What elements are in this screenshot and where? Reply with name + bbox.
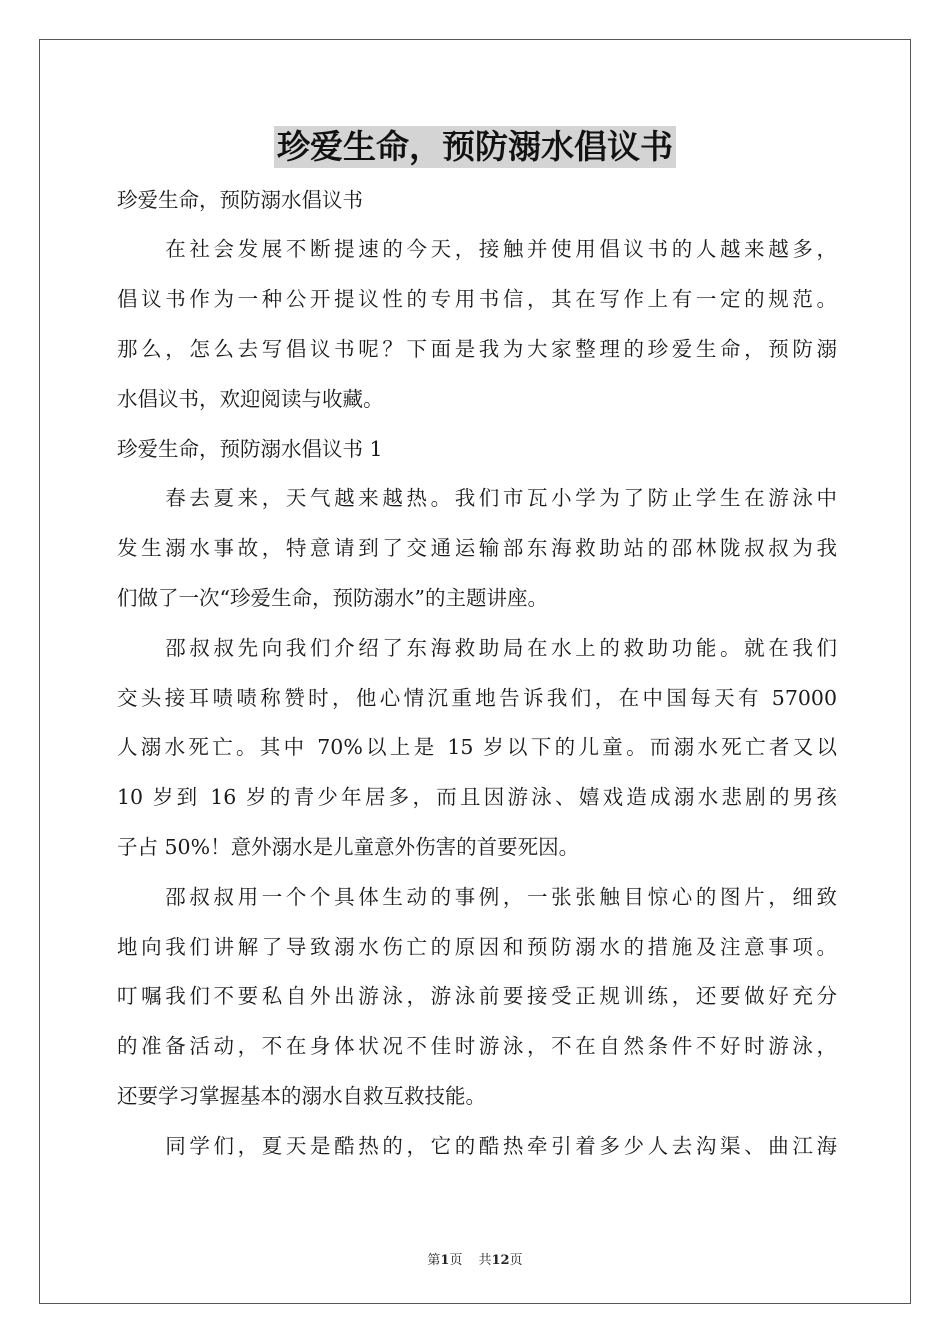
- document-subtitle: 珍爱生命，预防溺水倡议书: [117, 188, 363, 212]
- body-line: 发生溺水事故，特意请到了交通运输部东海救助站的邵林陇叔叔为我: [117, 536, 837, 560]
- body-line: 邵叔叔用一个个具体生动的事例，一张张触目惊心的图片，细致: [117, 885, 837, 909]
- document-title: 珍爱生命，预防溺水倡议书: [274, 126, 676, 168]
- body-line: 们做了一次“珍爱生命，预防溺水”的主题讲座。: [117, 586, 548, 610]
- total-pages-prefix: 共: [478, 1253, 492, 1268]
- page-border: [39, 39, 911, 1304]
- page-number-suffix: 页: [449, 1253, 463, 1268]
- page-number-prefix: 第: [427, 1253, 441, 1268]
- total-pages: 12: [491, 1253, 510, 1268]
- intro-line: 水倡议书，欢迎阅读与收藏。: [117, 387, 384, 411]
- intro-line: 在社会发展不断提速的今天，接触并使用倡议书的人越来越多，: [117, 237, 837, 261]
- intro-line: 倡议书作为一种公开提议性的专用书信，其在写作上有一定的规范。: [117, 287, 837, 311]
- title-container: [0, 126, 950, 168]
- total-pages-suffix: 页: [509, 1253, 523, 1268]
- body-line: 同学们，夏天是酷热的，它的酷热牵引着多少人去沟渠、曲江海: [117, 1134, 837, 1158]
- body-line: 春去夏来，天气越来越热。我们市瓦小学为了防止学生在游泳中: [117, 486, 837, 510]
- body-line: 子占 50%！意外溺水是儿童意外伤害的首要死因。: [117, 835, 580, 859]
- body-line: 的准备活动，不在身体状况不佳时游泳，不在自然条件不好时游泳，: [117, 1034, 837, 1058]
- page-footer: [0, 1249, 950, 1268]
- body-line: 人溺水死亡。其中 70%以上是 15 岁以下的儿童。而溺水死亡者又以: [117, 735, 837, 759]
- body-line: 交头接耳啧啧称赞时，他心情沉重地告诉我们，在中国每天有 57000: [117, 686, 837, 710]
- intro-line: 那么，怎么去写倡议书呢？下面是我为大家整理的珍爱生命，预防溺: [117, 337, 837, 361]
- body-line: 地向我们讲解了导致溺水伤亡的原因和预防溺水的措施及注意事项。: [117, 935, 837, 959]
- body-line: 邵叔叔先向我们介绍了东海救助局在水上的救助功能。就在我们: [117, 636, 837, 660]
- page-number: 1: [440, 1253, 450, 1268]
- section-heading: 珍爱生命，预防溺水倡议书 1: [117, 437, 383, 461]
- body-line: 还要学习掌握基本的溺水自救互救技能。: [117, 1084, 486, 1108]
- body-line: 10 岁到 16 岁的青少年居多，而且因游泳、嬉戏造成溺水悲剧的男孩: [117, 785, 837, 809]
- body-line: 叮嘱我们不要私自外出游泳，游泳前要接受正规训练，还要做好充分: [117, 984, 837, 1008]
